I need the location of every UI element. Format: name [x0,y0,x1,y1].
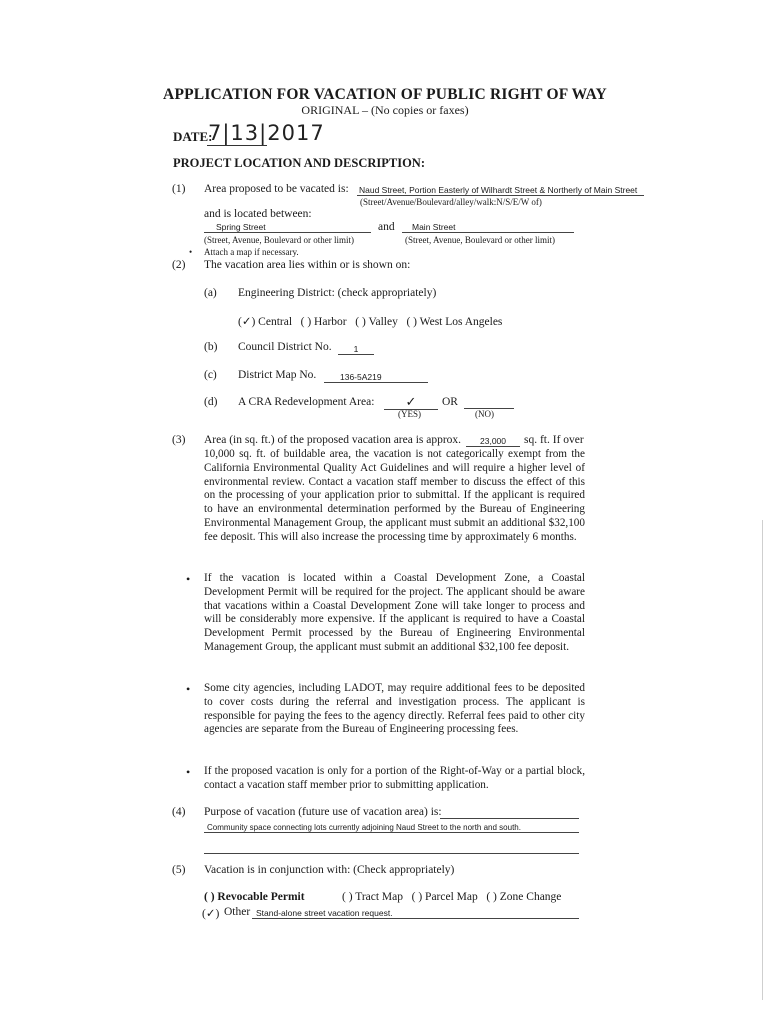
item3-body: 10,000 sq. ft. of buildable area, the vacation is not categorically exempt from the California Environmental Quality Act Guidelines and will require a higher level of environmental review. Contact a vacation staff member to discuss the effect of this on the processing of your application prior to submittal. If the applicant is required to have an environmental determination performed by the Bureau of Engineering Environmental Management Group, the applicant must submit an additional $32,100 fee deposit. This will also increase the processing time by approximately 6 months. [204,448,585,543]
date-handwritten: 7|13|2017 [208,121,325,145]
district-map-field[interactable]: 136-5A219 [324,372,428,383]
item2c-label: District Map No. [238,369,317,381]
cra-yes-field[interactable]: ✓ [384,395,438,410]
section-heading: PROJECT LOCATION AND DESCRIPTION: [173,156,426,170]
revocable-permit-option[interactable]: ( ) Revocable Permit [204,891,305,903]
item2d-label: A CRA Redevelopment Area: [238,396,375,408]
no-caption: (NO) [475,409,494,419]
purpose-line-2[interactable] [204,841,579,854]
date-label: DATE: [173,129,213,144]
item5-number: (5) [172,864,186,876]
item2b-number: (b) [204,341,218,353]
and-label: and [378,221,395,233]
bullet-icon: • [186,682,191,696]
bullet-icon: • [186,765,191,779]
item5-label: Vacation is in conjunction with: (Check appropriately) [204,864,455,876]
scan-edge-line [762,520,763,1000]
council-district-field[interactable]: 1 [338,344,374,355]
street2-hint: (Street, Avenue, Boulevard or other limit) [405,235,556,245]
street1-field[interactable]: Spring Street [204,222,371,233]
item3-post: sq. ft. If over [524,434,584,446]
engineering-district-options[interactable]: (✓) Central ( ) Harbor ( ) Valley ( ) West Los Angeles [238,316,503,328]
cra-no-field[interactable] [464,396,514,409]
item1-number: (1) [172,183,186,195]
bullet-coastal: If the vacation is located within a Coastal Development Zone, a Coastal Development Permit will be required for the project. The applicant should be aware that vacations within a Coastal Development Zone will take longer to process and will be considerably more expensive. If the applicant is required to have a Coastal Development Permit processed by the Bureau of Engineering Environmental Management Group, the applicant must submit an additional $32,100 fee deposit. [204,572,585,653]
form-title: APPLICATION FOR VACATION OF PUBLIC RIGHT OF WAY [163,86,607,103]
bullet-agency-fees: Some city agencies, including LADOT, may require additional fees to be deposited to cover costs during the referral and investigation process. The applicant is responsible for paying the fees to the agency directly. Referral fees paid to other city agencies are separate from the Bureau of Engineering processing fees. [204,682,585,736]
yes-caption: (YES) [398,409,421,419]
item2a-label: Engineering District: (check appropriately) [238,287,437,299]
item2a-number: (a) [204,287,217,299]
bullet-icon: • [186,572,191,586]
item1-label: Area proposed to be vacated is: [204,183,349,195]
item2b-label: Council District No. [238,341,332,353]
item2c-number: (c) [204,369,217,381]
other-field[interactable]: Stand-alone street vacation request. [252,908,579,919]
map-note: Attach a map if necessary. [204,247,299,257]
bullet-icon: • [189,247,193,257]
street1-hint: (Street, Avenue, Boulevard or other limit) [204,235,355,245]
item1-hint: (Street/Avenue/Boulevard/alley/walk:N/S/E/W of) [360,197,542,207]
street2-field[interactable]: Main Street [402,222,574,233]
item3-pre: Area (in sq. ft.) of the proposed vacation area is approx. [204,434,462,446]
form-subtitle: ORIGINAL – (No copies or faxes) [301,103,469,117]
item3-number: (3) [172,434,186,446]
conjunction-options[interactable]: ( ) Tract Map ( ) Parcel Map ( ) Zone Change [342,891,562,903]
purpose-underline [440,806,579,819]
item2-number: (2) [172,259,186,271]
item4-label: Purpose of vacation (future use of vacation area) is: [204,806,442,818]
area-vacated-field[interactable]: Naud Street, Portion Easterly of Wilhardt Street & Northerly of Main Street [357,185,644,196]
item4-number: (4) [172,806,186,818]
bullet-partial-block: If the proposed vacation is only for a portion of the Right-of-Way or a partial block, contact a vacation staff member prior to submitting application. [204,765,585,791]
area-sqft-field[interactable]: 23,000 [466,436,520,447]
item2-label: The vacation area lies within or is shown on: [204,259,411,271]
purpose-field[interactable]: Community space connecting lots currently adjoining Naud Street to the north and south. [204,823,579,833]
other-check[interactable]: (✓) [202,908,220,920]
date-underline [207,145,267,146]
item2d-number: (d) [204,396,218,408]
other-label: Other [224,906,251,918]
or-label: OR [442,396,458,408]
between-label: and is located between: [204,208,312,220]
